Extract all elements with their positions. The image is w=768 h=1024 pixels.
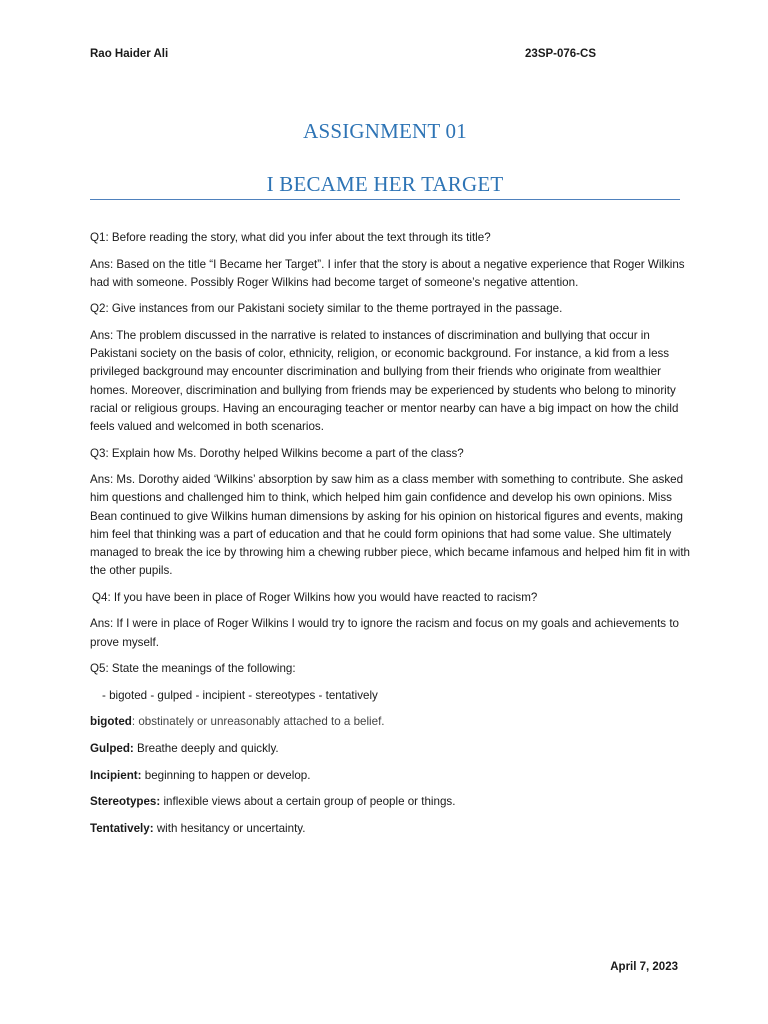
assignment-title: ASSIGNMENT 01 xyxy=(303,119,467,143)
definition-meaning: inflexible views about a certain group of people or things. xyxy=(163,795,456,809)
definition-gulped xyxy=(90,740,690,758)
question-4: Q4: If you have been in place of Roger Wilkins how you would have reacted to racism? xyxy=(92,590,538,604)
story-title: I BECAME HER TARGET xyxy=(266,172,504,196)
page-header xyxy=(90,48,596,64)
student-name: Rao Haider Ali xyxy=(90,48,169,60)
document-body xyxy=(90,229,690,846)
definition-incipient xyxy=(90,767,690,785)
question-3: Q3: Explain how Ms. Dorothy helped Wilkins become a part of the class? xyxy=(90,446,464,460)
definition-meaning: with hesitancy or uncertainty. xyxy=(156,821,306,835)
answer-4: Ans: If I were in place of Roger Wilkins I would try to ignore the racism and focus on my goals and achievements to prove myself. xyxy=(90,617,679,649)
answer-2: Ans: The problem discussed in the narrative is related to instances of discrimination and bullying that occur in Pakistani society on the basis of color, ethnicity, religion, or economic background. For instance, a kid from a less privileged background may encounter discrimination and bullying from their friends who originate from wealthier homes. Moreover, discrimination and bullying from friends may be experienced by students who belong to minority racial or religious groups. Having an encouraging teacher or mentor nearby can have a big impact on how the child feels valued and welcomed in both scenarios. xyxy=(90,328,679,433)
definition-meaning: beginning to happen or develop. xyxy=(144,768,311,782)
terms-list: - bigoted - gulped - incipient - stereotypes - tentatively xyxy=(102,688,378,702)
question-2: Q2: Give instances from our Pakistani society similar to the theme portrayed in the passage. xyxy=(90,302,563,316)
student-id: 23SP-076-CS xyxy=(525,48,596,60)
definition-term: Stereotypes: xyxy=(90,795,161,809)
answer-1: Ans: Based on the title “I Became her Target”. I infer that the story is about a negative experience that Roger Wilkins had with someone. Possibly Roger Wilkins had become target of someone’s negative attention. xyxy=(90,257,685,289)
definition-bigoted xyxy=(90,713,690,731)
question-5: Q5: State the meanings of the following: xyxy=(90,662,296,676)
definition-separator: : xyxy=(131,715,139,729)
answer-3: Ans: Ms. Dorothy aided ‘Wilkins’ absorption by saw him as a class member with something to contribute. She asked him questions and challenged him to think, which helped him gain confidence and develop his own opinions. Miss Bean continued to give Wilkins human dimensions by asking for his opinion on historical figures and events, making him feel that thinking was a part of education and that he could form opinions that had some value. She ultimately managed to break the ice by throwing him a chewing rubber piece, which became infamous and helped him fit in with the other pupils. xyxy=(90,473,690,578)
title-divider xyxy=(90,199,680,200)
submission-date: April 7, 2023 xyxy=(610,961,678,973)
definition-term: Gulped: xyxy=(90,741,134,755)
definition-stereotypes xyxy=(90,793,690,811)
definition-term: bigoted xyxy=(90,715,132,729)
definition-term: Tentatively: xyxy=(90,821,154,835)
definition-tentatively xyxy=(90,820,690,838)
definition-meaning: obstinately or unreasonably attached to a belief. xyxy=(138,715,385,729)
definition-term: Incipient: xyxy=(90,768,142,782)
question-1: Q1: Before reading the story, what did you infer about the text through its title? xyxy=(90,231,491,244)
definition-meaning: Breathe deeply and quickly. xyxy=(137,741,279,755)
